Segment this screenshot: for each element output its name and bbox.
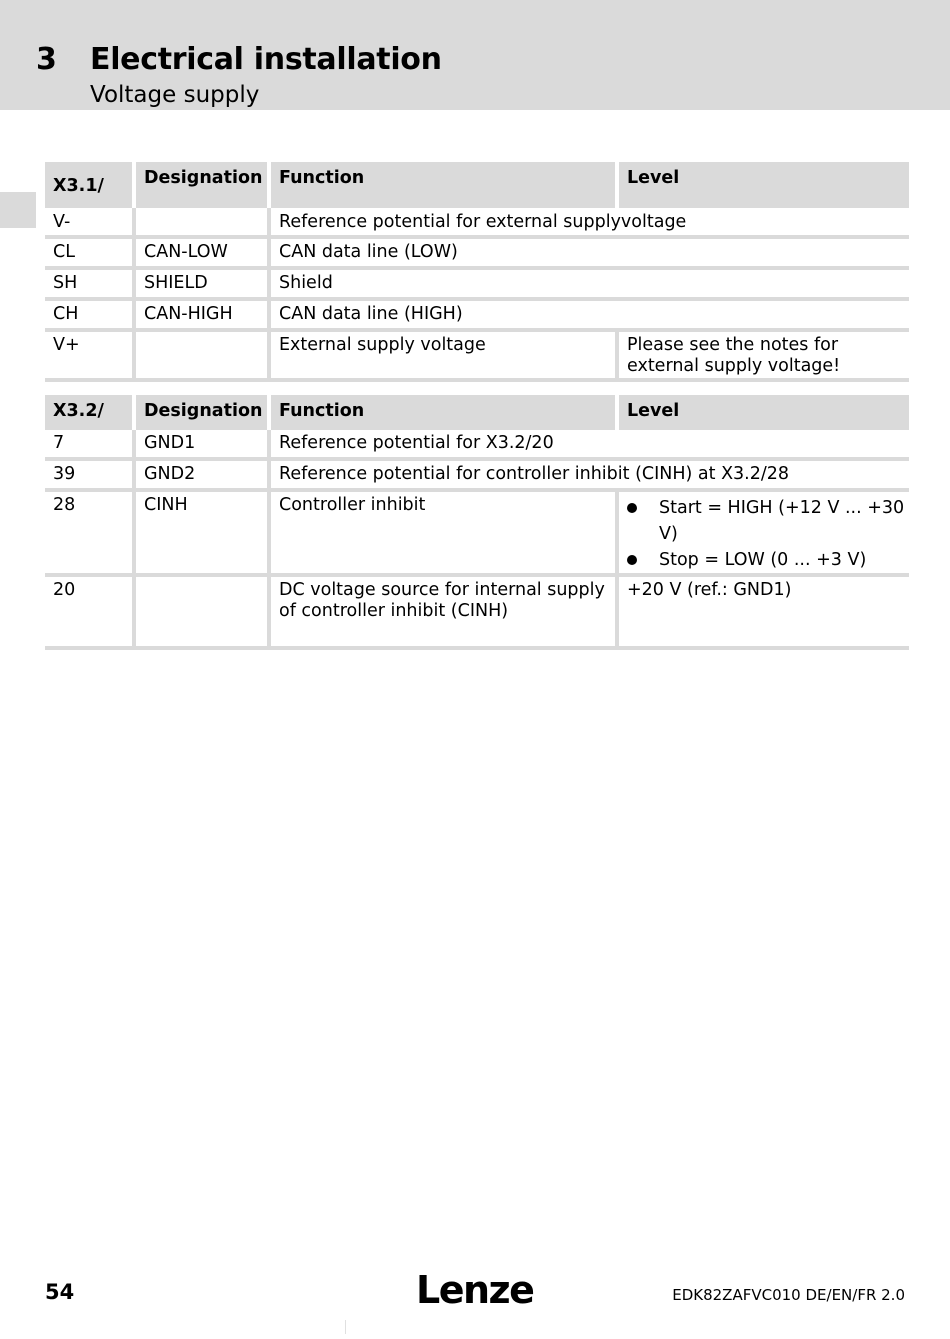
pin-cell: SH (45, 270, 132, 301)
function-cell: CAN data line (LOW) (267, 239, 909, 270)
chapter-side-tab (0, 192, 36, 228)
function-cell: Reference potential for controller inhibit (CINH) at X3.2/28 (267, 461, 909, 492)
column-header-function: Function (267, 395, 615, 430)
table-row (45, 430, 909, 461)
bullet-icon (627, 555, 637, 565)
lenze-logo: Lenze (416, 1268, 534, 1312)
designation-cell (132, 332, 267, 382)
table-row (45, 239, 909, 270)
level-cell: +20 V (ref.: GND1) (615, 577, 909, 650)
column-header-function: Function (267, 162, 615, 208)
designation-cell (132, 577, 267, 650)
table-row (45, 577, 909, 650)
level-bullet-text: Stop = LOW (0 ... +3 V) (659, 550, 867, 570)
designation-cell: CAN-HIGH (132, 301, 267, 332)
designation-cell: CAN-LOW (132, 239, 267, 270)
terminal-table-x3-1 (45, 162, 909, 382)
table-header-row (45, 162, 909, 208)
pin-cell: 20 (45, 577, 132, 650)
column-header-pin: X3.2/ (45, 395, 132, 430)
pin-cell: CL (45, 239, 132, 270)
column-header-level: Level (615, 395, 909, 430)
table-header-row (45, 395, 909, 430)
pin-cell: CH (45, 301, 132, 332)
pin-cell: 39 (45, 461, 132, 492)
function-cell: DC voltage source for internal supply of controller inhibit (CINH) (267, 577, 615, 650)
function-cell: CAN data line (HIGH) (267, 301, 909, 332)
page-number: 54 (45, 1280, 75, 1304)
level-bullet-list (627, 495, 909, 573)
section-title: Voltage supply (90, 82, 260, 108)
designation-cell: CINH (132, 492, 267, 577)
column-header-pin: X3.1/ (45, 162, 132, 208)
level-cell: Please see the notes for external supply voltage! (615, 332, 909, 382)
level-bullet-text: Start = HIGH (+12 V ... +30 V) (659, 498, 905, 544)
column-header-level: Level (615, 162, 909, 208)
table-row (45, 208, 909, 239)
table-row (45, 492, 909, 577)
function-cell: Reference potential for external supplyvoltage (267, 208, 909, 239)
function-cell: Shield (267, 270, 909, 301)
function-cell: Controller inhibit (267, 492, 615, 577)
bullet-icon (627, 503, 637, 513)
chapter-title: Electrical installation (90, 42, 442, 77)
column-header-designation: Designation (132, 395, 267, 430)
column-header-designation: Designation (132, 162, 267, 208)
designation-cell: SHIELD (132, 270, 267, 301)
terminal-table-x3-2 (45, 395, 909, 650)
page-tick-mark (345, 1320, 346, 1334)
designation-cell (132, 208, 267, 239)
table-row (45, 270, 909, 301)
pin-cell: 7 (45, 430, 132, 461)
function-cell: Reference potential for X3.2/20 (267, 430, 909, 461)
pin-cell: V- (45, 208, 132, 239)
document-id: EDK82ZAFVC010 DE/EN/FR 2.0 (672, 1286, 905, 1304)
pin-cell: 28 (45, 492, 132, 577)
list-item (627, 547, 909, 573)
designation-cell: GND1 (132, 430, 267, 461)
table-row (45, 461, 909, 492)
table-row (45, 301, 909, 332)
list-item (627, 495, 909, 547)
table-row (45, 332, 909, 382)
pin-cell: V+ (45, 332, 132, 382)
designation-cell: GND2 (132, 461, 267, 492)
level-cell (615, 492, 909, 577)
chapter-number: 3 (36, 42, 57, 77)
function-cell: External supply voltage (267, 332, 615, 382)
